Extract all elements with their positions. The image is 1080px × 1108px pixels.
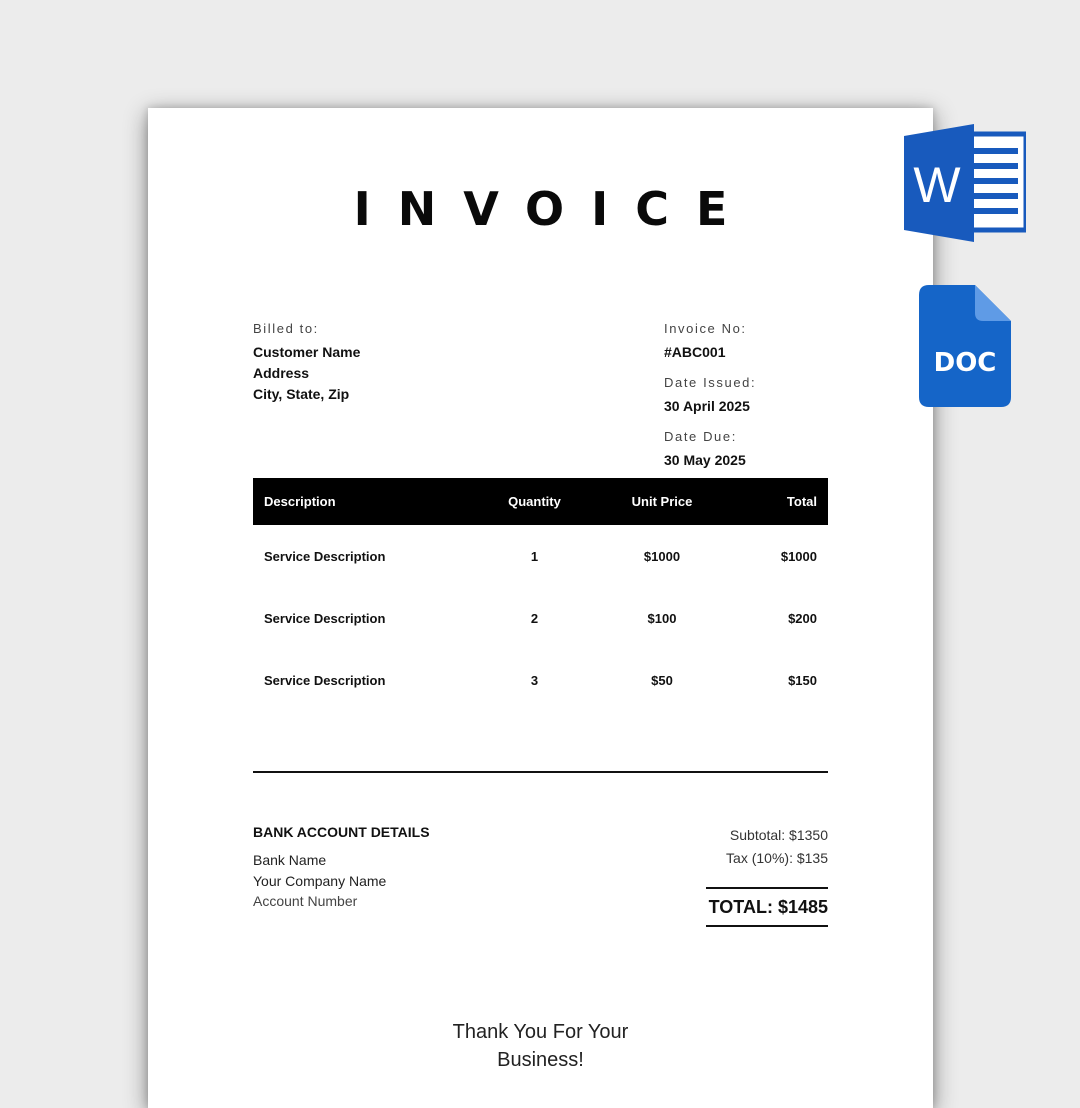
grand-total: TOTAL: $1485 xyxy=(706,887,828,927)
table-row xyxy=(253,525,828,587)
row-unit-price: $100 xyxy=(647,610,677,626)
company-name: Your Company Name xyxy=(253,872,387,889)
date-issued: 30 April 2025 xyxy=(664,398,750,414)
row-unit-price: $1000 xyxy=(643,548,681,564)
header-unit-price: Unit Price xyxy=(631,494,693,509)
table-row xyxy=(253,649,828,711)
billed-to-label: Billed to: xyxy=(253,321,319,336)
billed-to-section xyxy=(253,321,360,405)
customer-address: Address xyxy=(253,365,310,381)
line-items-table xyxy=(253,478,828,711)
table-header xyxy=(253,478,828,525)
row-total: $150 xyxy=(788,672,817,688)
row-description: Service Description xyxy=(264,548,386,564)
thank-you-line-1: Thank You For Your xyxy=(452,1021,629,1043)
row-quantity: 1 xyxy=(530,548,539,564)
row-description: Service Description xyxy=(264,672,386,688)
customer-city-state-zip: City, State, Zip xyxy=(253,386,350,402)
row-total: $200 xyxy=(788,610,817,626)
word-icon-letter: W xyxy=(913,157,961,213)
doc-file-icon xyxy=(919,285,1011,407)
invoice-meta-section xyxy=(664,321,756,483)
tax: Tax (10%): $135 xyxy=(726,850,828,866)
bank-name: Bank Name xyxy=(253,852,327,868)
thank-you-message xyxy=(148,1018,933,1074)
header-quantity: Quantity xyxy=(508,494,561,509)
microsoft-word-icon xyxy=(904,124,1026,242)
date-issued-label: Date Issued: xyxy=(664,375,757,390)
row-total: $1000 xyxy=(780,548,817,564)
bank-details-title: BANK ACCOUNT DETAILS xyxy=(253,824,430,840)
totals-section xyxy=(706,824,828,927)
customer-name: Customer Name xyxy=(253,344,361,360)
date-due-label: Date Due: xyxy=(664,429,737,444)
account-number: Account Number xyxy=(253,893,358,909)
row-quantity: 3 xyxy=(530,672,539,688)
section-divider xyxy=(253,771,828,773)
subtotal: Subtotal: $1350 xyxy=(729,827,828,843)
invoice-title: INVOICE xyxy=(353,182,755,236)
table-row xyxy=(253,587,828,649)
bank-details-section xyxy=(253,824,430,912)
header-description: Description xyxy=(264,494,336,509)
invoice-page xyxy=(148,108,933,1108)
row-unit-price: $50 xyxy=(651,672,673,688)
row-quantity: 2 xyxy=(530,610,539,626)
date-due: 30 May 2025 xyxy=(664,452,746,468)
invoice-no-label: Invoice No: xyxy=(664,321,747,336)
thank-you-line-2: Business! xyxy=(497,1049,584,1071)
doc-icon-label: DOC xyxy=(933,348,997,378)
header-total: Total xyxy=(786,494,817,509)
invoice-no: #ABC001 xyxy=(664,344,726,360)
row-description: Service Description xyxy=(264,610,386,626)
